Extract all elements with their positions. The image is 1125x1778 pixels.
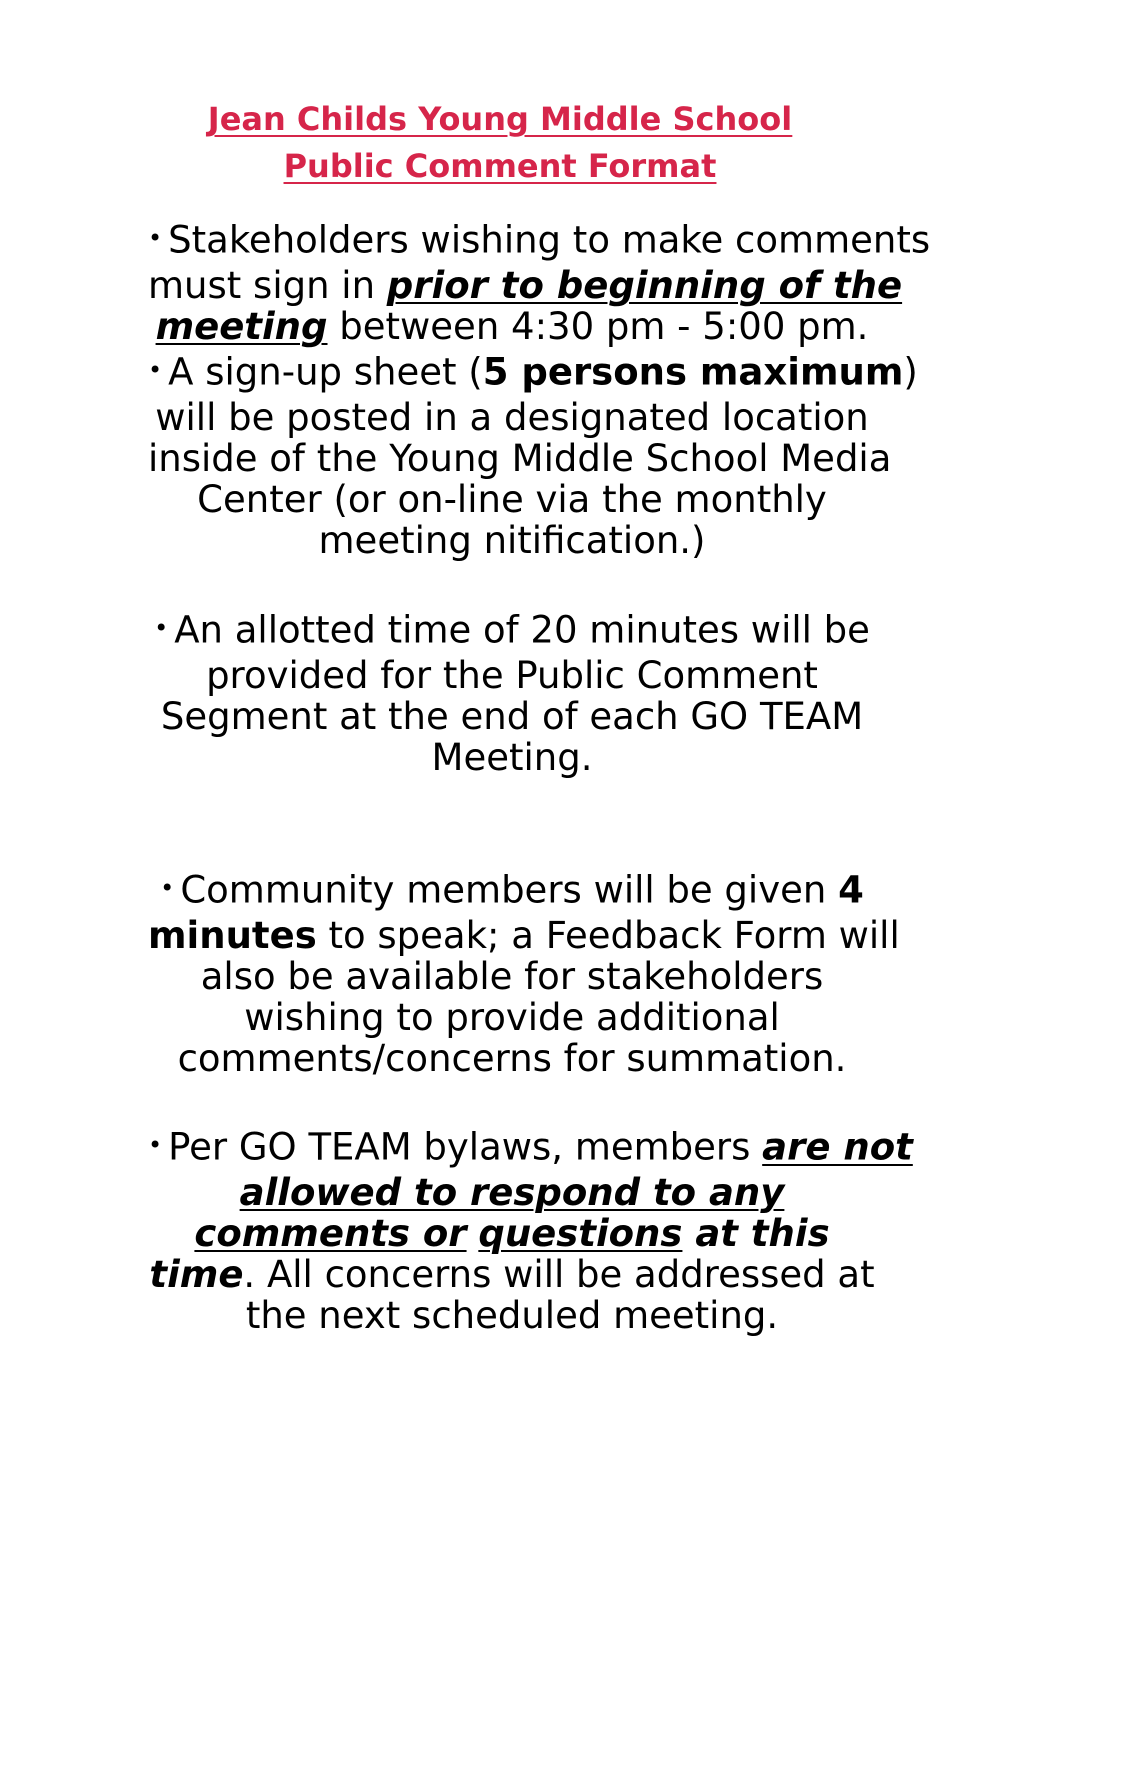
bullet-line: comments/concerns for summation. xyxy=(177,1036,847,1080)
emphasis-text: prior to beginning of the xyxy=(386,263,903,307)
bullet-line: wishing to provide additional xyxy=(244,995,780,1039)
bullet-bylaws xyxy=(148,1125,913,1337)
bullet-line: also be available for stakeholders xyxy=(200,954,824,998)
bullet-sign-in xyxy=(148,216,931,349)
document-header xyxy=(0,96,1000,190)
bullet-line: meeting between 4:30 pm - 5:00 pm. xyxy=(155,304,869,348)
bullet-line: will be posted in a designated location xyxy=(155,395,869,439)
bullet-line: the next scheduled meeting. xyxy=(245,1293,779,1337)
bullet-line: Segment at the end of each GO TEAM xyxy=(160,694,864,738)
bullet-line: meeting nitification.) xyxy=(318,518,706,562)
bold-text: 5 persons maximum xyxy=(482,350,904,394)
bullet-line: time. All concerns will be addressed at xyxy=(149,1252,875,1296)
bullet-sign-up-sheet xyxy=(148,350,918,562)
bullet-line: must sign in prior to beginning of the xyxy=(148,263,903,307)
bullet-line: • An allotted time of 20 minutes will be xyxy=(154,608,870,652)
bullet-marker: • xyxy=(148,224,163,252)
bullet-speaking-time xyxy=(148,868,900,1080)
bullet-line: • Per GO TEAM bylaws, members are not xyxy=(148,1125,913,1169)
bullet-line: • Stakeholders wishing to make comments xyxy=(148,218,931,262)
bullet-allotted-time xyxy=(148,608,876,778)
emphasis-text: are not xyxy=(762,1125,913,1169)
emphasis-text: questions xyxy=(478,1211,683,1255)
emphasis-text: allowed to respond to any xyxy=(239,1170,785,1214)
emphasis-text: meeting xyxy=(155,304,328,348)
school-name: Jean Childs Young Middle School xyxy=(207,100,793,138)
bullet-marker: • xyxy=(154,614,169,642)
bullet-line: minutes to speak; a Feedback Form will xyxy=(148,913,900,957)
emphasis-text: time xyxy=(149,1252,244,1296)
bold-text: minutes xyxy=(148,913,317,957)
document-title: Public Comment Format xyxy=(283,147,717,185)
bullet-marker: • xyxy=(148,356,163,384)
emphasis-text: at this xyxy=(682,1211,830,1255)
bullet-marker: • xyxy=(160,874,175,902)
bullet-line xyxy=(148,1172,876,1213)
emphasis-text: comments or xyxy=(194,1211,467,1255)
bullet-marker: • xyxy=(148,1131,163,1159)
bold-text: 4 xyxy=(838,868,864,912)
bullet-line: Meeting. xyxy=(431,735,593,779)
bullet-line: • Community members will be given 4 xyxy=(160,868,864,912)
bullet-line xyxy=(148,1213,876,1254)
bullet-line: provided for the Public Comment xyxy=(206,653,818,697)
bullet-line: inside of the Young Middle School Media xyxy=(148,436,892,480)
bullet-line: • A sign-up sheet (5 persons maximum) xyxy=(148,350,918,394)
bullet-line: Center (or on-line via the monthly xyxy=(197,477,827,521)
